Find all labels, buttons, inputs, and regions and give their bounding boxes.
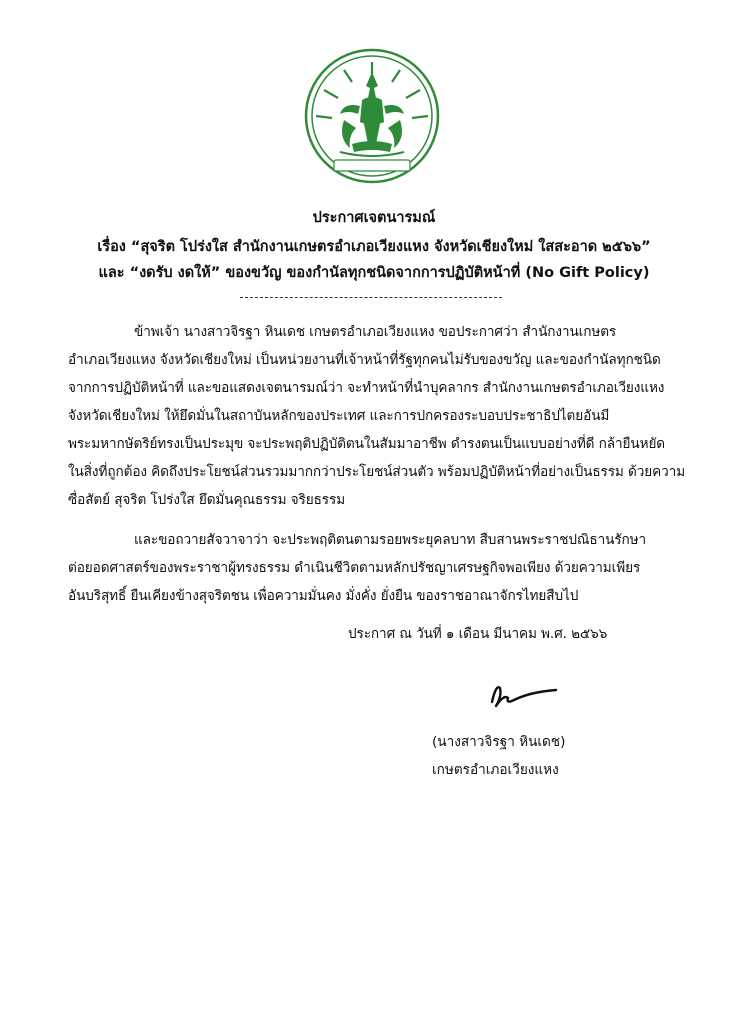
- signatory-position: เกษตรอำเภอเวียงแหง: [432, 762, 559, 778]
- paragraph2-line: และขอถวายสัจวาจาว่า จะประพฤติตนตามรอยพระยุคลบาท สืบสานพระราชปณิธานรักษา: [134, 532, 647, 548]
- announcement-title: ประกาศเจตนารมณ์: [312, 210, 436, 226]
- paragraph1-line: อำเภอเวียงแหง จังหวัดเชียงใหม่ เป็นหน่วยงานที่เจ้าหน้าที่รัฐทุกคนไม่รับของขวัญ และของกำนัลทุกชนิด: [68, 352, 661, 368]
- paragraph1-line: ในสิ่งที่ถูกต้อง คิดถึงประโยชน์ส่วนรวมมากกว่าประโยชน์ส่วนตัว พร้อมปฏิบัติหน้าที่อย่างเป็นธรรม ด้วยความ: [68, 464, 686, 480]
- paragraph2-line: ต่อยอดศาสตร์ของพระราชาผู้ทรงธรรม ดำเนินชีวิตตามหลักปรัชญาเศรษฐกิจพอเพียง ด้วยความเพียร: [68, 560, 641, 576]
- signature-icon: [484, 676, 564, 716]
- subject-line: เรื่อง “สุจริต โปร่งใส สำนักงานเกษตรอำเภอเวียงแหง จังหวัดเชียงใหม่ ใสสะอาด ๒๕๖๖”: [97, 239, 651, 255]
- department-seal-logo: [304, 48, 440, 184]
- dashed-divider: [240, 297, 502, 298]
- paragraph1-line: จังหวัดเชียงใหม่ ให้ยึดมั่นในสถาบันหลักของประเทศ และการปกครองระบอบประชาธิปไตยอันมี: [68, 408, 610, 424]
- paragraph1-line: พระมหากษัตริย์ทรงเป็นประมุข จะประพฤติปฏิบัติตนในสัมมาอาชีพ ดำรงตนเป็นแบบอย่างที่ดี กล้ายืนหยัด: [68, 436, 666, 452]
- subject-line-2: และ “งดรับ งดให้” ของขวัญ ของกำนัลทุกชนิดจากการปฏิบัติหน้าที่ (No Gift Policy): [98, 265, 650, 281]
- handwritten-signature: [484, 676, 564, 716]
- paragraph1-line: ซื่อสัตย์ สุจริต โปร่งใส ยึดมั่นคุณธรรม จริยธรรม: [68, 492, 346, 508]
- paragraph2-line: อันบริสุทธิ์ ยืนเคียงข้างสุจริตชน เพื่อความมั่นคง มั่งคั่ง ยั่งยืน ของราชอาณาจักรไทยสืบไป: [68, 588, 579, 604]
- paragraph1-line: จากการปฏิบัติหน้าที่ และขอแสดงเจตนารมณ์ว่า จะทำหน้าที่นำบุคลากร สำนักงานเกษตรอำเภอเวียงแหง: [68, 380, 665, 396]
- announcement-date: ประกาศ ณ วันที่ ๑ เดือน มีนาคม พ.ศ. ๒๕๖๖: [348, 626, 608, 642]
- seal-emblem-icon: [304, 48, 440, 184]
- paragraph1-line: ข้าพเจ้า นางสาวจิรฐา หินเดช เกษตรอำเภอเวียงแหง ขอประกาศว่า สำนักงานเกษตร: [134, 324, 617, 340]
- signatory-name: (นางสาวจิรฐา หินเดช): [432, 734, 566, 750]
